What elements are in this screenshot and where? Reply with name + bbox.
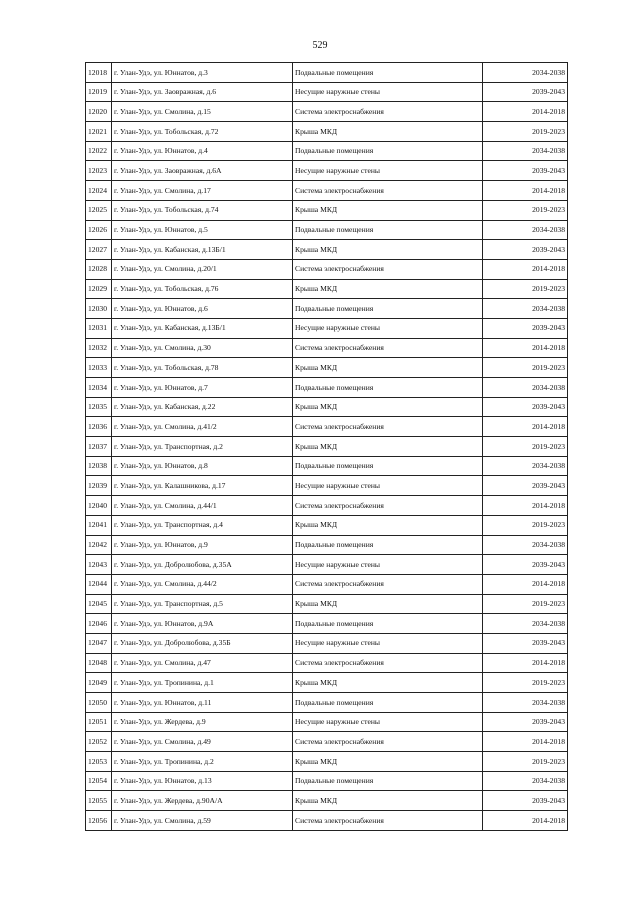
- row-number-cell: 12039: [86, 476, 112, 496]
- repair-period-cell: 2034-2038: [483, 693, 568, 713]
- repair-period-cell: 2034-2038: [483, 378, 568, 398]
- row-number-cell: 12025: [86, 200, 112, 220]
- row-number-cell: 12024: [86, 181, 112, 201]
- repair-period-cell: 2039-2043: [483, 633, 568, 653]
- structural-element-cell: Система электроснабжения: [293, 181, 483, 201]
- address-cell: г. Улан-Удэ, ул. Юннатов, д.5: [112, 220, 293, 240]
- repair-period-cell: 2039-2043: [483, 712, 568, 732]
- address-cell: г. Улан-Удэ, ул. Смолина, д.47: [112, 653, 293, 673]
- structural-element-cell: Система электроснабжения: [293, 259, 483, 279]
- row-number-cell: 12052: [86, 732, 112, 752]
- address-cell: г. Улан-Удэ, ул. Добролюбова, д.35А: [112, 555, 293, 575]
- row-number-cell: 12040: [86, 496, 112, 516]
- table-row: [86, 535, 568, 555]
- structural-element-cell: Несущие наружные стены: [293, 82, 483, 102]
- repair-period-cell: 2019-2023: [483, 673, 568, 693]
- address-cell: г. Улан-Удэ, ул. Транспортная, д.5: [112, 594, 293, 614]
- address-cell: г. Улан-Удэ, ул. Тобольская, д.72: [112, 122, 293, 142]
- table-row: [86, 693, 568, 713]
- table-row: [86, 102, 568, 122]
- address-cell: г. Улан-Удэ, ул. Юннатов, д.9: [112, 535, 293, 555]
- structural-element-cell: Система электроснабжения: [293, 574, 483, 594]
- structural-element-cell: Крыша МКД: [293, 594, 483, 614]
- structural-element-cell: Несущие наружные стены: [293, 712, 483, 732]
- table-row: [86, 791, 568, 811]
- repair-period-cell: 2034-2038: [483, 614, 568, 634]
- structural-element-cell: Система электроснабжения: [293, 102, 483, 122]
- structural-element-cell: Подвальные помещения: [293, 614, 483, 634]
- repair-period-cell: 2034-2038: [483, 535, 568, 555]
- address-cell: г. Улан-Удэ, ул. Смолина, д.20/1: [112, 259, 293, 279]
- address-cell: г. Улан-Удэ, ул. Юннатов, д.6: [112, 299, 293, 319]
- table-row: [86, 318, 568, 338]
- repair-period-cell: 2014-2018: [483, 653, 568, 673]
- row-number-cell: 12035: [86, 397, 112, 417]
- row-number-cell: 12045: [86, 594, 112, 614]
- structural-element-cell: Система электроснабжения: [293, 338, 483, 358]
- repair-period-cell: 2034-2038: [483, 141, 568, 161]
- row-number-cell: 12048: [86, 653, 112, 673]
- repair-period-cell: 2014-2018: [483, 181, 568, 201]
- table-row: [86, 200, 568, 220]
- table-row: [86, 712, 568, 732]
- table-row: [86, 122, 568, 142]
- repair-period-cell: 2039-2043: [483, 161, 568, 181]
- structural-element-cell: Крыша МКД: [293, 791, 483, 811]
- row-number-cell: 12047: [86, 633, 112, 653]
- repair-period-cell: 2014-2018: [483, 574, 568, 594]
- address-cell: г. Улан-Удэ, ул. Юннатов, д.4: [112, 141, 293, 161]
- row-number-cell: 12029: [86, 279, 112, 299]
- address-cell: г. Улан-Удэ, ул. Юннатов, д.11: [112, 693, 293, 713]
- row-number-cell: 12031: [86, 318, 112, 338]
- address-cell: г. Улан-Удэ, ул. Калашникова, д.17: [112, 476, 293, 496]
- row-number-cell: 12030: [86, 299, 112, 319]
- address-cell: г. Улан-Удэ, ул. Смолина, д.49: [112, 732, 293, 752]
- table-row: [86, 555, 568, 575]
- structural-element-cell: Несущие наружные стены: [293, 318, 483, 338]
- structural-element-cell: Несущие наружные стены: [293, 161, 483, 181]
- repair-period-cell: 2019-2023: [483, 200, 568, 220]
- structural-element-cell: Несущие наружные стены: [293, 633, 483, 653]
- structural-element-cell: Крыша МКД: [293, 279, 483, 299]
- row-number-cell: 12036: [86, 417, 112, 437]
- address-cell: г. Улан-Удэ, ул. Юннатов, д.3: [112, 63, 293, 83]
- address-cell: г. Улан-Удэ, ул. Юннатов, д.8: [112, 456, 293, 476]
- table-row: [86, 594, 568, 614]
- table-row: [86, 515, 568, 535]
- structural-element-cell: Крыша МКД: [293, 397, 483, 417]
- address-cell: г. Улан-Удэ, ул. Смолина, д.59: [112, 811, 293, 831]
- repair-period-cell: 2019-2023: [483, 594, 568, 614]
- table-row: [86, 338, 568, 358]
- address-cell: г. Улан-Удэ, ул. Тобольская, д.74: [112, 200, 293, 220]
- table-row: [86, 476, 568, 496]
- table-row: [86, 496, 568, 516]
- address-cell: г. Улан-Удэ, ул. Тропинина, д.1: [112, 673, 293, 693]
- structural-element-cell: Крыша МКД: [293, 673, 483, 693]
- address-cell: г. Улан-Удэ, ул. Жердева, д.90А/А: [112, 791, 293, 811]
- address-cell: г. Улан-Удэ, ул. Смолина, д.30: [112, 338, 293, 358]
- repair-period-cell: 2039-2043: [483, 476, 568, 496]
- page-number: 529: [312, 40, 328, 51]
- address-cell: г. Улан-Удэ, ул. Юннатов, д.9А: [112, 614, 293, 634]
- address-cell: г. Улан-Удэ, ул. Заовражная, д.6: [112, 82, 293, 102]
- address-cell: г. Улан-Удэ, ул. Юннатов, д.7: [112, 378, 293, 398]
- repair-period-cell: 2039-2043: [483, 397, 568, 417]
- row-number-cell: 12050: [86, 693, 112, 713]
- row-number-cell: 12044: [86, 574, 112, 594]
- row-number-cell: 12053: [86, 752, 112, 772]
- table-row: [86, 752, 568, 772]
- address-cell: г. Улан-Удэ, ул. Тропинина, д.2: [112, 752, 293, 772]
- structural-element-cell: Крыша МКД: [293, 358, 483, 378]
- structural-element-cell: Крыша МКД: [293, 200, 483, 220]
- table-row: [86, 673, 568, 693]
- repair-period-cell: 2039-2043: [483, 82, 568, 102]
- row-number-cell: 12056: [86, 811, 112, 831]
- structural-element-cell: Крыша МКД: [293, 122, 483, 142]
- table-row: [86, 732, 568, 752]
- row-number-cell: 12033: [86, 358, 112, 378]
- structural-element-cell: Система электроснабжения: [293, 732, 483, 752]
- table-row: [86, 771, 568, 791]
- address-cell: г. Улан-Удэ, ул. Добролюбова, д.35Б: [112, 633, 293, 653]
- row-number-cell: 12049: [86, 673, 112, 693]
- table-row: [86, 63, 568, 83]
- row-number-cell: 12041: [86, 515, 112, 535]
- repair-period-cell: 2039-2043: [483, 555, 568, 575]
- table-row: [86, 614, 568, 634]
- repair-period-cell: 2014-2018: [483, 338, 568, 358]
- address-cell: г. Улан-Удэ, ул. Кабанская, д.13Б/1: [112, 318, 293, 338]
- address-cell: г. Улан-Удэ, ул. Смолина, д.17: [112, 181, 293, 201]
- table-row: [86, 397, 568, 417]
- structural-element-cell: Подвальные помещения: [293, 141, 483, 161]
- address-cell: г. Улан-Удэ, ул. Транспортная, д.2: [112, 437, 293, 457]
- structural-element-cell: Подвальные помещения: [293, 299, 483, 319]
- repair-period-cell: 2019-2023: [483, 122, 568, 142]
- table-row: [86, 259, 568, 279]
- row-number-cell: 12018: [86, 63, 112, 83]
- table-row: [86, 417, 568, 437]
- repair-period-cell: 2034-2038: [483, 456, 568, 476]
- structural-element-cell: Система электроснабжения: [293, 417, 483, 437]
- structural-element-cell: Система электроснабжения: [293, 496, 483, 516]
- table-row: [86, 82, 568, 102]
- table-row: [86, 633, 568, 653]
- structural-element-cell: Крыша МКД: [293, 240, 483, 260]
- repair-period-cell: 2034-2038: [483, 220, 568, 240]
- structural-element-cell: Крыша МКД: [293, 752, 483, 772]
- structural-element-cell: Крыша МКД: [293, 437, 483, 457]
- registry-table-body: [86, 63, 568, 831]
- repair-period-cell: 2014-2018: [483, 102, 568, 122]
- table-row: [86, 437, 568, 457]
- repair-period-cell: 2019-2023: [483, 358, 568, 378]
- repair-period-cell: 2039-2043: [483, 791, 568, 811]
- table-row: [86, 653, 568, 673]
- structural-element-cell: Система электроснабжения: [293, 811, 483, 831]
- row-number-cell: 12020: [86, 102, 112, 122]
- repair-period-cell: 2014-2018: [483, 259, 568, 279]
- table-row: [86, 358, 568, 378]
- table-row: [86, 378, 568, 398]
- address-cell: г. Улан-Удэ, ул. Смолина, д.15: [112, 102, 293, 122]
- row-number-cell: 12032: [86, 338, 112, 358]
- row-number-cell: 12038: [86, 456, 112, 476]
- row-number-cell: 12027: [86, 240, 112, 260]
- row-number-cell: 12022: [86, 141, 112, 161]
- address-cell: г. Улан-Удэ, ул. Транспортная, д.4: [112, 515, 293, 535]
- structural-element-cell: Подвальные помещения: [293, 63, 483, 83]
- structural-element-cell: Система электроснабжения: [293, 653, 483, 673]
- address-cell: г. Улан-Удэ, ул. Жердева, д.9: [112, 712, 293, 732]
- table-row: [86, 161, 568, 181]
- row-number-cell: 12043: [86, 555, 112, 575]
- address-cell: г. Улан-Удэ, ул. Смолина, д.41/2: [112, 417, 293, 437]
- structural-element-cell: Подвальные помещения: [293, 220, 483, 240]
- address-cell: г. Улан-Удэ, ул. Тобольская, д.78: [112, 358, 293, 378]
- repair-period-cell: 2019-2023: [483, 515, 568, 535]
- row-number-cell: 12026: [86, 220, 112, 240]
- row-number-cell: 12037: [86, 437, 112, 457]
- table-row: [86, 279, 568, 299]
- repair-period-cell: 2034-2038: [483, 299, 568, 319]
- address-cell: г. Улан-Удэ, ул. Тобольская, д.76: [112, 279, 293, 299]
- table-row: [86, 299, 568, 319]
- structural-element-cell: Подвальные помещения: [293, 535, 483, 555]
- repair-period-cell: 2034-2038: [483, 63, 568, 83]
- structural-element-cell: Подвальные помещения: [293, 693, 483, 713]
- row-number-cell: 12054: [86, 771, 112, 791]
- repair-period-cell: 2014-2018: [483, 496, 568, 516]
- repair-period-cell: 2034-2038: [483, 771, 568, 791]
- repair-period-cell: 2014-2018: [483, 732, 568, 752]
- table-row: [86, 811, 568, 831]
- address-cell: г. Улан-Удэ, ул. Заовражная, д.6А: [112, 161, 293, 181]
- row-number-cell: 12051: [86, 712, 112, 732]
- table-row: [86, 141, 568, 161]
- address-cell: г. Улан-Удэ, ул. Юннатов, д.13: [112, 771, 293, 791]
- structural-element-cell: Подвальные помещения: [293, 771, 483, 791]
- table-row: [86, 240, 568, 260]
- repair-period-cell: 2019-2023: [483, 437, 568, 457]
- structural-element-cell: Крыша МКД: [293, 515, 483, 535]
- row-number-cell: 12028: [86, 259, 112, 279]
- row-number-cell: 12034: [86, 378, 112, 398]
- row-number-cell: 12019: [86, 82, 112, 102]
- table-row: [86, 181, 568, 201]
- repair-period-cell: 2014-2018: [483, 417, 568, 437]
- structural-element-cell: Подвальные помещения: [293, 378, 483, 398]
- address-cell: г. Улан-Удэ, ул. Кабанская, д.13Б/1: [112, 240, 293, 260]
- row-number-cell: 12046: [86, 614, 112, 634]
- table-row: [86, 456, 568, 476]
- row-number-cell: 12042: [86, 535, 112, 555]
- structural-element-cell: Подвальные помещения: [293, 456, 483, 476]
- repair-period-cell: 2039-2043: [483, 318, 568, 338]
- structural-element-cell: Несущие наружные стены: [293, 555, 483, 575]
- repair-period-cell: 2039-2043: [483, 240, 568, 260]
- row-number-cell: 12021: [86, 122, 112, 142]
- registry-table: [85, 62, 568, 831]
- repair-period-cell: 2019-2023: [483, 279, 568, 299]
- row-number-cell: 12055: [86, 791, 112, 811]
- row-number-cell: 12023: [86, 161, 112, 181]
- address-cell: г. Улан-Удэ, ул. Смолина, д.44/1: [112, 496, 293, 516]
- address-cell: г. Улан-Удэ, ул. Кабанская, д.22: [112, 397, 293, 417]
- structural-element-cell: Несущие наружные стены: [293, 476, 483, 496]
- table-row: [86, 220, 568, 240]
- repair-period-cell: 2014-2018: [483, 811, 568, 831]
- repair-period-cell: 2019-2023: [483, 752, 568, 772]
- table-row: [86, 574, 568, 594]
- address-cell: г. Улан-Удэ, ул. Смолина, д.44/2: [112, 574, 293, 594]
